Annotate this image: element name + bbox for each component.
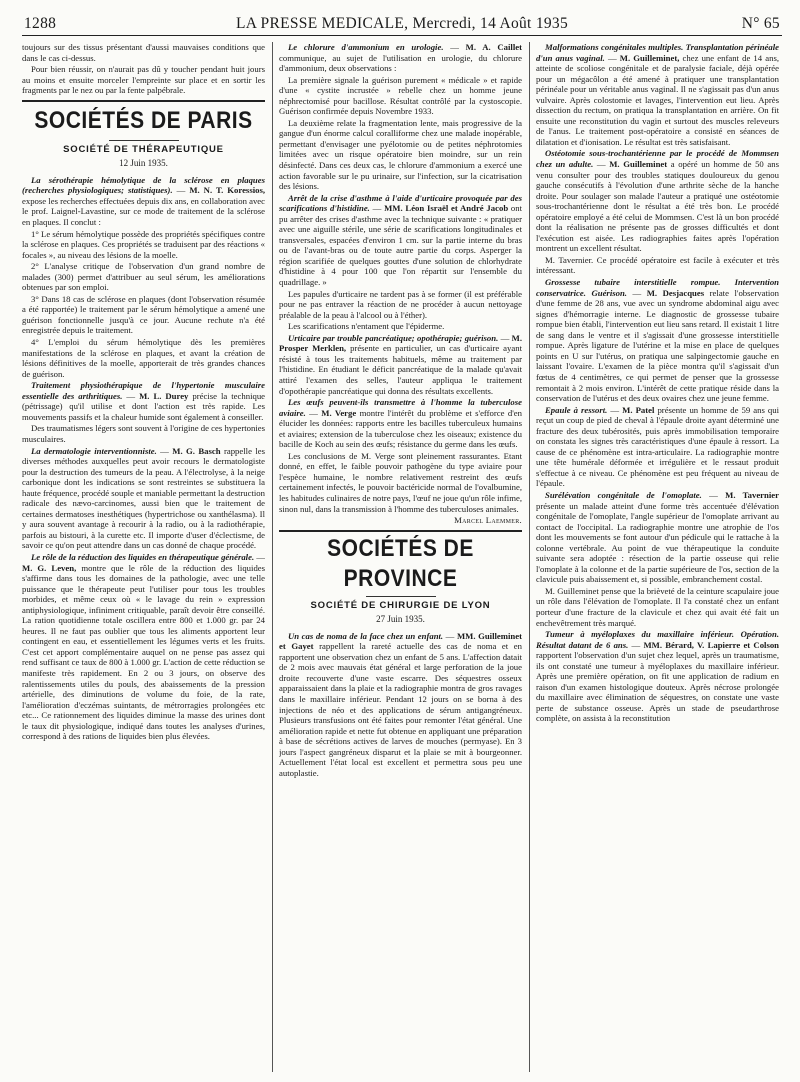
- article-author: M. Verge: [321, 407, 357, 418]
- column-1: [22, 42, 265, 1072]
- article-text: chez une enfant de 14 ans, atteinte de scoliose congénitale et de paralysie faciale, déjà opérée pour un mégacôlon a été amené à pratiquer une transplantation périnéale pour un véritable anus vaginal. Il ne s'agissait pas d'un anus vulvaire. Après colostomie et lavages, l'intervention eut lieu. Après dissection du rectum, on pratiqua la transplantation en arrière. On fit ensuite une reconstitution du vagin et surtout des muscles releveurs de l'anus. Le traitement post-opératoire a consisté en séances de dilatation et d'ionisation. Le résultat est très satisfaisant.: [536, 52, 779, 147]
- article-title: Les œufs peuvent-ils transmettre à l'homme la tuberculose aviaire.: [279, 397, 522, 418]
- article-title: Surélévation congénitale de l'omoplate.: [545, 489, 702, 500]
- article-title: Tumeur à myéloplaxes du maxillaire inférieur. Opération. Résultat datant de 6 ans.: [536, 629, 779, 650]
- article-author: MM. Bérard, V. Lapierre et Colson: [643, 639, 779, 650]
- session-date: 12 Juin 1935.: [119, 158, 168, 169]
- column-divider: [272, 42, 273, 1072]
- article-author: M. A. Caillet: [465, 42, 522, 52]
- article: Urticaire par trouble pancréatique; opothérapie; guérison. — M. Prosper Merklen, présente en particulier, un cas d'urticaire ayant résisté à tous les traitements habituels, même au traitement par l'histidine. En étudiant le déficit pancréatique de la malade qu'avait attiré l'examen des selles, l'auteur appliqua le traitement d'opothérapie pancréatique qui donna des résultats excellents.: [279, 332, 522, 396]
- paragraph: M. Tavernier. Ce procédé opératoire est facile à exécuter et très intéressant.: [536, 254, 779, 276]
- paragraph: 3° Dans 18 cas de sclérose en plaques (dont l'observation résumée a été rapportée) le traitement par le sérum hémolytique a amené une guérison fonctionnelle jusqu'à ce jour. Aucune rechute n'a été enregistrée depuis le traitement.: [22, 293, 265, 336]
- page-number: 1288: [24, 15, 57, 32]
- article-author: M. G. Basch: [172, 445, 221, 456]
- article-text: a opéré un homme de 50 ans venu consulter pour des troubles statiques douloureux du genou gauche consécutifs à l'évolution d'une arthrite sèche de la hanche droite. Pour soulager son malade l'auteur a pratiqué une ostéotomie sous-trochantérienne dont le résultat a été très bon. Le procédé opératoire employé a été celui de Mommsen. C'est là un bon procédé dont la réalisation ne présente pas de grosses difficultés et dont l'exécution est aisée. Les radiographies faites après l'opération montrent un excellent résultat.: [536, 159, 779, 254]
- article-title: Traitement physiothérapique de l'hypertonie musculaire essentielle des arthritiques.: [22, 380, 265, 401]
- article-author: M. L. Durey: [139, 390, 189, 401]
- article-title: Le rôle de la réduction des liquides en thérapeutique générale.: [31, 551, 255, 562]
- divider: [366, 596, 436, 597]
- article-title: Urticaire par trouble pancréatique; opothérapie; guérison.: [288, 332, 499, 343]
- article-title: La sérothérapie hémolytique de la sclérose en plaques (recherches physiologiques; statistiques).: [22, 174, 265, 196]
- article: Surélévation congénitale de l'omoplate. — M. Tavernier présente un malade atteint d'une forme très accentuée d'élévation congénitale de l'omoplate, l'angle supérieur de l'omoplate arrivant au contact de l'occipital. La radiographie montre une atrophie de l'os dont les mouvements se font autour d'un pédicule qui le rattache à la colonne vertébrale. Au point de vue thérapeutique la conduite suivante sera adoptée : résection de la partie osseuse qui relie l'omoplate à la colonne et de la partie supérieure de l'os, section de la clavicule puis abaissement et, si possible, embranchement costal.: [536, 489, 779, 585]
- journal-title: LA PRESSE MEDICALE, Mercredi, 14 Août 1935: [235, 15, 569, 32]
- article-text: présente un homme de 59 ans qui reçut un coup de pied de cheval à l'épaule droite ayant déterminé une fracture des deux tubérosités, puis après immobilisation temporaire on constata les signes très caractéristiques d'une épaule à ressort. La cause de ce phénomène est intra-articulaire. La radiographie montre une tête humérale déformée et irrégulière et le ressaut produit s'effectue à ce niveau. Ce phénomène est peu fréquent au niveau de l'épaule.: [536, 404, 779, 489]
- paragraph: 2° L'analyse critique de l'observation d'un grand nombre de malades (300) permet d'attribuer au seul sérum, les améliorations obtenues par son emploi.: [22, 261, 265, 293]
- article: Traitement physiothérapique de l'hypertonie musculaire essentielle des arthritiques. — M. L. Durey précise la technique (pétrissage) qu'il utilise et dont l'action est très rapide. Les mouvements passifs et la chaleur humide sont également à conseiller.: [22, 380, 265, 422]
- article: Malformations congénitales multiples. Transplantation périnéale d'un anus vaginal. — M. Guilleminet, chez une enfant de 14 ans, atteinte de scoliose congénitale et de paralysie faciale, déjà opérée pour un mégacôlon a été amené à pratiquer une transplantation périnéale pour un véritable anus vaginal. Il ne s'agissait pas d'un anus vulvaire. Après colostomie et lavages, l'intervention eut lieu. Après dissection du rectum, on pratiqua la transplantation en arrière. On fit ensuite une reconstitution du vagin et surtout des muscles releveurs de l'anus. Le traitement post-opératoire a consisté en séances de dilatation et d'ionisation. Le résultat est très satisfaisant.: [536, 42, 779, 147]
- article-text: expose les recherches effectuées depuis dix ans, en collaboration avec le prof. Laignel-Lavastine, sur ce mode de traitement de la sclérose en plaques. Il conclut :: [22, 195, 265, 228]
- article-text: précise la technique (pétrissage) qu'il utilise et dont l'action est très rapide. Les mouvements passifs et la chaleur humide sont également à conseiller.: [22, 390, 265, 422]
- paragraph: 4° L'emploi du sérum hémolytique dès les premières manifestations de la sclérose en plaques, et avant la création de lésions définitives de la moelle, apporterait de très grandes chances de guérison.: [22, 337, 265, 379]
- paragraph: Des traumatismes légers sont souvent à l'origine de ces hypertonies musculaires.: [22, 423, 265, 444]
- paragraph: La première signale la guérison purement « médicale » et rapide d'une « cystite incrustée » rebelle chez un homme jeune néphrectomisé pour bacillose. Résultat contrôlé par la cystoscopie. Guérison confirmée depuis Novembre 1933.: [279, 74, 522, 117]
- article-author: M. Tavernier: [725, 489, 779, 500]
- society-name: SOCIÉTÉ DE CHIRURGIE DE LYON: [310, 599, 491, 611]
- article-title: Le chlorure d'ammonium en urologie.: [288, 42, 444, 52]
- society-name: SOCIÉTÉ DE THÉRAPEUTIQUE: [63, 143, 224, 155]
- article: La sérothérapie hémolytique de la sclérose en plaques (recherches physiologiques; statistiques). — M. N. T. Koressios, expose les recherches effectuées depuis dix ans, en collaboration avec le prof. Laignel-Lavastine, sur ce mode de traitement de la sclérose en plaques. Il conclut :: [22, 174, 265, 228]
- paragraph: Les conclusions de M. Verge sont pleinement rassurantes. Etant donné, en effet, le faible pouvoir pathogène du type aviaire pour l'espèce humaine, le nombre relativement restreint des œufs certainement infectés, le pouvoir bactéricide normal de l'ovalbumine, les habitudes culinaires de notre pays, l'œuf ne joue qu'un rôle infime, sinon nul, dans la transmission à l'homme des tuberculoses animales.: [279, 450, 522, 514]
- article: Le chlorure d'ammonium en urologie. — M. A. Caillet communique, au sujet de l'utilisation en urologie, du chlorure d'ammonium, deux observations :: [279, 42, 522, 74]
- article-author: M. Prosper Merklen,: [279, 332, 522, 354]
- article-author: M. Guilleminet,: [619, 52, 680, 63]
- article-text: ont pu arrêter des crises d'asthme avec la technique suivante : « pratiquer avec une aiguille stérile, une série de scarifications longitudinales et transversales, espacées d'environ 1 cm. sur la partie interne du bras ou de l'avant-bras ou de toute autre partie du corps. Asperger la région scarifiée de quelques gouttes d'une solution de chlorhydrate d'histidine à 4 pour 100 que l'on répartit sur l'ensemble du quadrillage. »: [279, 203, 522, 288]
- divider: [109, 140, 179, 141]
- paragraph: Les scarifications n'entament que l'épiderme.: [288, 321, 445, 332]
- article: Un cas de noma de la face chez un enfant. — MM. Guilleminet et Gayet rappellent la rareté actuelle des cas de noma et en rapportent une observation chez un enfant de 5 ans. L'affection datait de 2 mois avec mauvais état général et large perforation de la joue droite recouverte d'une vaste escarre. Des séquestres osseux apparaissaient dans la plaie et la radiographie montra de gros ravages dans le maxillaire inférieur. Pendant 12 jours on se borna à des injections de néo et des applications de sérum antigangréneux. Plusieurs transfusions ont été faites pour remonter l'état général. Une amélioration rapide et nette fut obtenue en appliquant une préparation à base de sécrétions actives de larves de mouches (permyase). En 3 jours l'aspect gangréneux disparut et la plaie se mit à bourgeonner. Actuellement l'état local est excellent et permettra sous peu une autoplastie.: [279, 630, 522, 778]
- article-author: MM. Léon Israël et André Jacob: [384, 203, 509, 214]
- article-text: présente un malade atteint d'une forme très accentuée d'élévation congénitale de l'omoplate, l'angle supérieur de l'omoplate arrivant au contact de l'occipital. La radiographie montre une atrophie de l'os dont les mouvements se font autour d'un pédicule qui le rattache à la colonne vertébrale. Au point de vue thérapeutique la conduite suivante sera adoptée : résection de la partie osseuse qui relie l'omoplate à la colonne et de la partie supérieure de l'os, section de la clavicule puis abaissement et, si possible, embranchement costal.: [536, 500, 779, 585]
- article-author: M. Patel: [622, 404, 655, 415]
- article-author: MM. Guilleminet et Gayet: [279, 630, 522, 652]
- article-text: communique, au sujet de l'utilisation en urologie, du chlorure d'ammonium, deux observations :: [279, 52, 522, 74]
- column-3: [536, 42, 779, 1072]
- section-title: SOCIÉTÉS DE PROVINCE: [327, 534, 474, 592]
- section-title: SOCIÉTÉS DE PARIS: [34, 106, 253, 134]
- article: Arrêt de la crise d'asthme à l'aide d'urticaire provoquée par des scarifications d'histidine. — MM. Léon Israël et André Jacob ont pu arrêter des crises d'asthme avec la technique suivante : « pratiquer avec une aiguille stérile, une série de scarifications longitudinales et transversales, espacées d'environ 1 cm. sur la partie interne du bras ou de l'avant-bras ou de toute autre partie du corps. Asperger la région scarifiée de quelques gouttes d'une solution de chlorhydrate d'histidine à 4 pour 100 que l'on répartit sur l'ensemble du quadrillage. »: [279, 192, 522, 288]
- article-author: M. Guilleminet: [609, 159, 668, 170]
- article-title: La dermatologie interventionniste.: [31, 445, 157, 456]
- article: Tumeur à myéloplaxes du maxillaire inférieur. Opération. Résultat datant de 6 ans. — MM. Bérard, V. Lapierre et Colson rapportent l'observation d'un sujet chez lequel, après un traumatisme, ils ont constaté une tumeur à myéloplaxes du maxillaire inférieur. Après une première opération, on fit une application de radium en raison d'un examen histologique douteux. Après nécrose prolongée du maxillaire avec élimination de séquestres, on constate une vaste perte de substance osseuse. Après un stade de pseudarthrose complète, on assista à la reconstitution: [536, 629, 779, 724]
- session-date: 27 Juin 1935.: [376, 614, 425, 625]
- divider: [22, 100, 265, 102]
- article-title: Arrêt de la crise d'asthme à l'aide d'urticaire provoquée par des scarifications d'histidine.: [279, 192, 522, 214]
- article-author: M. G. Leven,: [22, 562, 77, 573]
- article-text: présente en particulier, un cas d'urticaire ayant résisté à tous les traitements habituels, même au traitement par l'histidine. En étudiant le déficit pancréatique de la malade qu'avait attiré l'examen des selles, l'auteur appliqua le traitement d'opothérapie pancréatique qui donna des résultats excellents.: [279, 343, 522, 396]
- article: Les œufs peuvent-ils transmettre à l'homme la tuberculose aviaire. — M. Verge montre l'intérêt du problème et s'efforce d'en élucider les données: rapports entre les bacilles tuberculeux humains et aviaires; extension de la tuberculose chez les oiseaux; existence du bacille de Koch au sein des œufs; résistance du germe dans les œufs.: [279, 397, 522, 450]
- article-text: rappellent la rareté actuelle des cas de noma et en rapportent une observation chez un enfant de 5 ans. L'affection datait de 2 mois avec mauvais état général et large perforation de la joue droite recouverte d'une vaste escarre. Des séquestres osseux apparaissaient dans la plaie et la radiographie montra de gros ravages dans le maxillaire inférieur. Pendant 12 jours on se borna à des injections de néo et des applications de sérum antigangréneux. Plusieurs transfusions ont été faites pour remonter l'état général. Une amélioration rapide et nette fut obtenue en appliquant une préparation à base de sécrétions actives de larves de mouches (permyase). En 3 jours l'aspect gangréneux disparut et la plaie se mit à bourgeonner. Actuellement l'état local est excellent et permettra sous peu une autoplastie.: [279, 641, 522, 778]
- paragraph: 1° Le sérum hémolytique possède des propriétés spécifiques contre la sclérose en plaques. Ces propriétés se traduisent par des réactions « focales », au niveau des lésions de la moelle.: [22, 228, 265, 260]
- article-text: montre l'intérêt du problème et s'efforce d'en élucider les données: rapports entre les bacilles tuberculeux humains et aviaires; extension de la tuberculose chez les oiseaux; existence du bacille de Koch au sein des œufs; résistance du germe dans les œufs.: [279, 407, 522, 450]
- article: Le rôle de la réduction des liquides en thérapeutique générale. — M. G. Leven, montre que le rôle de la réduction des liquides s'affirme dans tous les domaines de la pathologie, avec une telle puissance que le thérapeute peut l'utiliser pour tous les troubles morbides, et même ceux où « le lavage du rein » expression antiphysiologique, infiniment critiquable, paraît devoir être conseillé. La ration quotidienne totale oscillera entre 800 et 1.000 gr. par 24 heures. Il ne faut pas oublier que tous les aliments apportent leur contingent en eau, et essentiellement les légumes verts et les fruits. C'est cet apport complémentaire auquel on ne pense pas assez qui rend suffisant ce taux de 800 à 1.000 gr. L'action de cette réduction se manifeste très rapidement. En 2 ou 3 jours, on observe des ralentissements utiles du pouls, des abaissements de la pression artérielle, des diminutions de volume du foie, de la rate, l'amélioration d'eczémas suintants, de métrorragies prolongées etc etc... Ce rationnement des liquides diminue la masse des urines dont le taux dit physiologique, indiqué dans toutes les analyses d'urines, correspond à des rations de liquides bien plus élevées.: [22, 551, 265, 742]
- columns: [22, 42, 782, 1072]
- column-2: [279, 42, 522, 1072]
- newspaper-page: [22, 12, 782, 1074]
- column-divider: [529, 42, 530, 1072]
- article: La dermatologie interventionniste. — M. G. Basch rappelle les diverses méthodes auxquelles peut avoir recours le dermatologiste pour la destruction des tumeurs de la peau. A l'électrolyse, à la neige carbonique dont les indications se sont restreintes se substituera la haute fréquence, procédé souple et maniable permettant la destruction radicale des nævo-carcinomes, aussi bien que le traitement de certaines dermatoses inesthétiques (hypertrichose ou xanthélasma). Il y aura souvent avantage à recourir à la radio, ou à la radiothérapie, parfois au bistouri, à la curette etc. Il importe d'user d'éclectisme, de savoir ce qu'on peut attendre dans un cas donné de chaque procédé.: [22, 445, 265, 551]
- article-author: M. Desjacques: [646, 287, 705, 298]
- paragraph: toujours sur des tissus présentant d'aussi mauvaises conditions que dans le cas ci-dessus.: [22, 42, 265, 63]
- article-title: Epaule à ressort.: [545, 404, 608, 415]
- paragraph: Les papules d'urticaire ne tardent pas à se former (il est préférable pour ne pas entraver la réaction de ne procéder à aucun nettoyage préalable de la peau à l'alcool ou à l'éther).: [279, 288, 522, 320]
- article: Epaule à ressort. — M. Patel présente un homme de 59 ans qui reçut un coup de pied de cheval à l'épaule droite ayant déterminé une fracture des deux tubérosités, puis après immobilisation temporaire on constata les signes très caractéristiques d'une épaule à ressort. La cause de ce phénomène est intra-articulaire. La radiographie montre une tête humérale déformée et irrégulière et le ressaut produit s'effectue à ce niveau. Ce phénomène est peu fréquent au niveau de l'épaule.: [536, 404, 779, 489]
- article-author: M. N. T. Koressios,: [189, 185, 265, 196]
- article-text: relate l'observation d'une femme de 28 ans, vue avec un syndrome abdominal aigu avec signes d'hémorragie interne. Le diagnostic de grossesse tubaire rompue bien établi, l'intervention eut lieu sans retard. Il existait 1 litre de sang dans le ventre et il s'agissait d'une grossesse interstitielle rompue. Après ligature de l'utérine et la mise en place de quelques points en U sur l'utérus, on pratiqua une salpingectomie gauche en laissant l'ovaire. L'examen de la pièce montra qu'il s'agissait d'un fœtus de 4 centimètres, ce qui permet de penser que la grossesse remontait à 2 mois environ. L'intérêt de cette pratique réside dans la conservation de l'utérus et des deux ovaires chez une jeune femme.: [536, 287, 779, 404]
- paragraph: La deuxième relate la fragmentation lente, mais progressive de la gangue d'un énorme calcul coralliforme chez une malade inopérable, permettant d'envisager une pyélotomie ou de petites néphrotomies limitées avec un risque opératoire bien moindre, sur un rein désinfecté. Dans ces deux cas, le chlorure d'ammonium a exercé une action favorable sur le pu urinaire, sur l'infection, sur la cicatrisation des lésions.: [279, 117, 522, 192]
- paragraph: M. Guilleminet pense que la brièveté de la ceinture scapulaire joue un rôle dans l'élévation de l'omoplate. Il l'a constaté chez un enfant porteur d'une fracture de la clavicule et chez qui avait été fait un enchevêtrement très marqué.: [536, 585, 779, 628]
- article-title: Malformations congénitales multiples. Transplantation périnéale d'un anus vaginal.: [536, 42, 779, 63]
- running-header: [22, 12, 782, 36]
- article: Ostéotomie sous-trochantérienne par le procédé de Mommsen chez un adulte. — M. Guilleminet a opéré un homme de 50 ans venu consulter pour des troubles statiques douloureux du genou gauche consécutifs à l'évolution d'une arthrite sèche de la hanche droite. Pour soulager son malade l'auteur a pratiqué une ostéotomie sous-trochantérienne dont le résultat a été très bon. Le procédé opératoire employé a été celui de Mommsen. C'est là un bon procédé dont la réalisation ne présente pas de grosses difficultés et dont l'exécution est aisée. Les radiographies faites après l'opération montrent un excellent résultat.: [536, 148, 779, 254]
- article-text: rappelle les diverses méthodes auxquelles peut avoir recours le dermatologiste pour la destruction des tumeurs de la peau. A l'électrolyse, à la neige carbonique dont les indications se sont restreintes se substituera la haute fréquence, procédé souple et maniable permettant la destruction radicale des nævo-carcinomes, aussi bien que le traitement de certaines dermatoses inesthétiques (hypertrichose ou xanthélasma). Il y aura souvent avantage à recourir à la radio, ou à la radiothérapie, parfois au bistouri, à la curette etc. Il importe d'user d'éclectisme, de savoir ce qu'on peut attendre dans un cas donné de chaque procédé.: [22, 445, 265, 551]
- article: Grossesse tubaire interstitielle rompue. Intervention conservatrice. Guérison. — M. Desjacques relate l'observation d'une femme de 28 ans, vue avec un syndrome abdominal aigu avec signes d'hémorragie interne. Le diagnostic de grossesse tubaire rompue bien établi, l'intervention eut lieu sans retard. Il existait 1 litre de sang dans le ventre et il s'agissait d'une grossesse interstitielle rompue. Après ligature de l'utérine et la mise en place de quelques points en U sur l'utérus, on pratiqua une salpingectomie gauche en laissant l'ovaire. L'examen de la pièce montra qu'il s'agissait d'un fœtus de 4 centimètres, ce qui permet de penser que la grossesse remontait à 2 mois environ. L'intérêt de cette pratique réside dans la conservation de l'utérus et des deux ovaires chez une jeune femme.: [536, 277, 779, 404]
- article-title: Un cas de noma de la face chez un enfant.: [288, 630, 444, 641]
- paragraph: Pour bien réussir, on n'aurait pas dû y toucher pendant huit jours au moins et ensuite morceler l'empreinte sur place et en sortir les fragments par le nez ou par la fente palpébrale.: [22, 64, 265, 96]
- issue-number: N° 65: [741, 15, 780, 32]
- article-title: Grossesse tubaire interstitielle rompue. Intervention conservatrice. Guérison.: [536, 277, 779, 298]
- signature: Marcel Laemmer.: [454, 515, 522, 526]
- divider: [279, 530, 522, 532]
- article-text: rapportent l'observation d'un sujet chez lequel, après un traumatisme, ils ont constaté une tumeur à myéloplaxes du maxillaire inférieur. Après une première opération, on fit une application de radium en raison d'un examen histologique douteux. Après nécrose prolongée du maxillaire avec élimination de séquestres, on constate une vaste perte de substance osseuse. Après un stade de pseudarthrose complète, on assista à la reconstitution: [536, 650, 779, 724]
- article-text: montre que le rôle de la réduction des liquides s'affirme dans tous les domaines de la pathologie, avec une telle puissance que le thérapeute peut l'utiliser pour tous les troubles morbides, et même ceux où « le lavage du rein » expression antiphysiologique, infiniment critiquable, paraît devoir être conseillé. La ration quotidienne totale oscillera entre 800 et 1.000 gr. par 24 heures. Il ne faut pas oublier que tous les aliments apportent leur contingent en eau, et essentiellement les légumes verts et les fruits. C'est cet apport complémentaire auquel on ne pense pas assez qui rend suffisant ce taux de 800 à 1.000 gr. L'action de cette réduction se manifeste très rapidement. En 2 ou 3 jours, on observe des ralentissements utiles du pouls, des abaissements de la pression artérielle, des diminutions de volume du foie, de la rate, l'amélioration d'eczémas suintants, de métrorragies prolongées etc etc... Ce rationnement des liquides diminue la masse des urines dont le taux dit physiologique, indiqué dans toutes les analyses d'urines, correspond à des rations de liquides bien plus élevées.: [22, 562, 265, 742]
- article-title: Ostéotomie sous-trochantérienne par le procédé de Mommsen chez un adulte.: [536, 148, 779, 170]
